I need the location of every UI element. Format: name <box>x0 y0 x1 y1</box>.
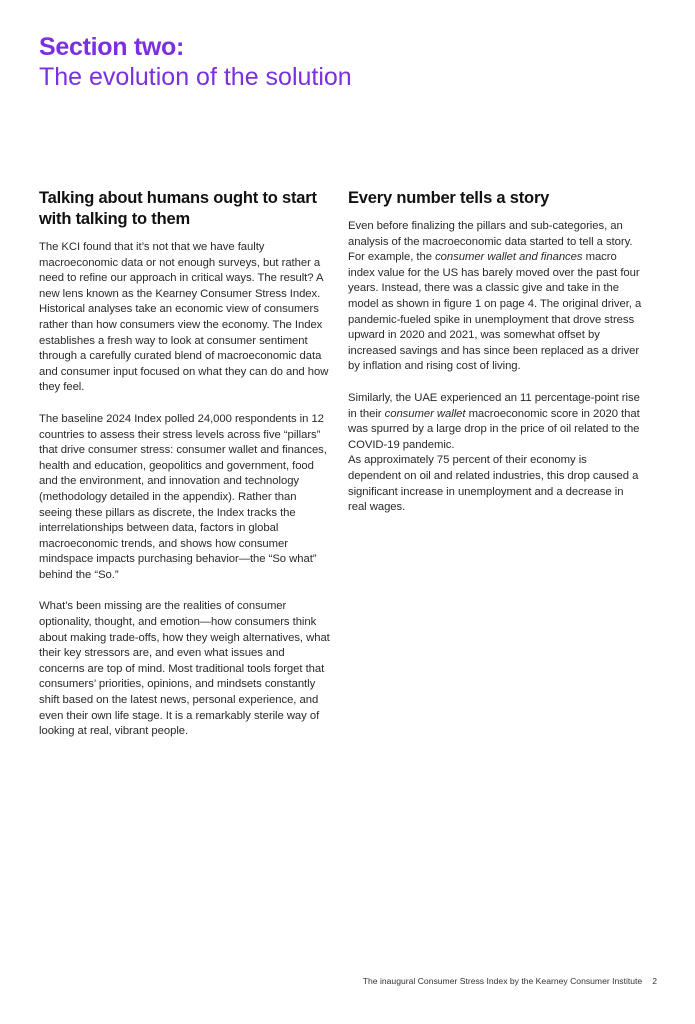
left-column <box>39 188 331 756</box>
footer-text: The inaugural Consumer Stress Index by the Kearney Consumer Institute <box>362 976 643 986</box>
left-column-heading: Talking about humans ought to start with talking to them <box>39 189 317 228</box>
left-paragraph-3: What’s been missing are the realities of consumer optionality, thought, and emotion—how consumers think about making trade-offs, how they weigh alternatives, what their key stressors are, and even what issues and concerns are top of mind. Most traditional tools forget that consumers’ priorities, opinions, and mindsets constantly shift based on the latest news, personal experience, and even their own life stage. It is a remarkably sterile way of looking at real, vibrant people. <box>39 600 330 738</box>
section-title: The evolution of the solution <box>39 63 352 91</box>
right-paragraph-2-emphasis: consumer wallet <box>384 407 466 420</box>
right-paragraph-2-text-a: Similarly, the UAE experienced an 11 percentage-point rise in their <box>348 391 640 420</box>
right-column-heading: Every number tells a story <box>348 189 550 207</box>
section-kicker: Section two: <box>39 33 185 61</box>
right-paragraph-3: As approximately 75 percent of their economy is dependent on oil and related industries, this drop caused a significant increase in unemployment and a decrease in real wages. <box>348 454 639 514</box>
right-paragraph-1-text-a: Even before finalizing the pillars and sub-categories, an analysis of the macroeconomic data started to tell a story. For example, the <box>348 220 633 264</box>
right-paragraph-1-text-b: macro index value for the US has barely moved over the past four years. Instead, there was a classic give and take in the model as shown in figure 1 on page 4. The original driver, a pandemic-fueled spike in unemployment that drove stress upward in 2020 and 2021, was somewhat offset by increased savings and has since been replaced as a driver by inflation and rising cost of living. <box>348 251 642 373</box>
right-paragraph-2 <box>348 391 642 453</box>
right-paragraph-2-text-b: macroeconomic score in 2020 that was spurred by a large drop in the price of oil related to the COVID-19 pandemic. <box>348 407 640 451</box>
left-paragraph-1: The KCI found that it’s not that we have faulty macroeconomic data or not enough surveys, but rather a need to refine our approach in critical ways. The result? A new lens known as the Kearney Consumer Stress Index. Historical analyses take an economic view of consumers rather than how consumers view the economy. The Index establishes a fresh way to look at consumer sentiment through a carefully curated blend of macroeconomic data and consumer input focused on what they can do and how they feel. <box>39 241 329 394</box>
page-number: 2 <box>652 976 657 986</box>
right-paragraph-1-emphasis: consumer wallet and finances <box>435 251 583 264</box>
page-footer <box>363 976 657 986</box>
section-header <box>39 32 659 93</box>
right-column <box>348 188 642 532</box>
right-paragraph-1 <box>348 219 642 375</box>
left-paragraph-2: The baseline 2024 Index polled 24,000 respondents in 12 countries to assess their stress levels across five “pillars” that drive consumer stress: consumer wallet and finances, health and education, geopolitics and government, food and the environment, and innovation and technology (methodology detailed in the appendix). Rather than seeing these pillars as discrete, the Index tracks the interrelationships between data, factors in global macroeconomic trends, and shows how consumer mindspace impacts purchasing behavior—the “So what” behind the “So.” <box>39 412 327 581</box>
